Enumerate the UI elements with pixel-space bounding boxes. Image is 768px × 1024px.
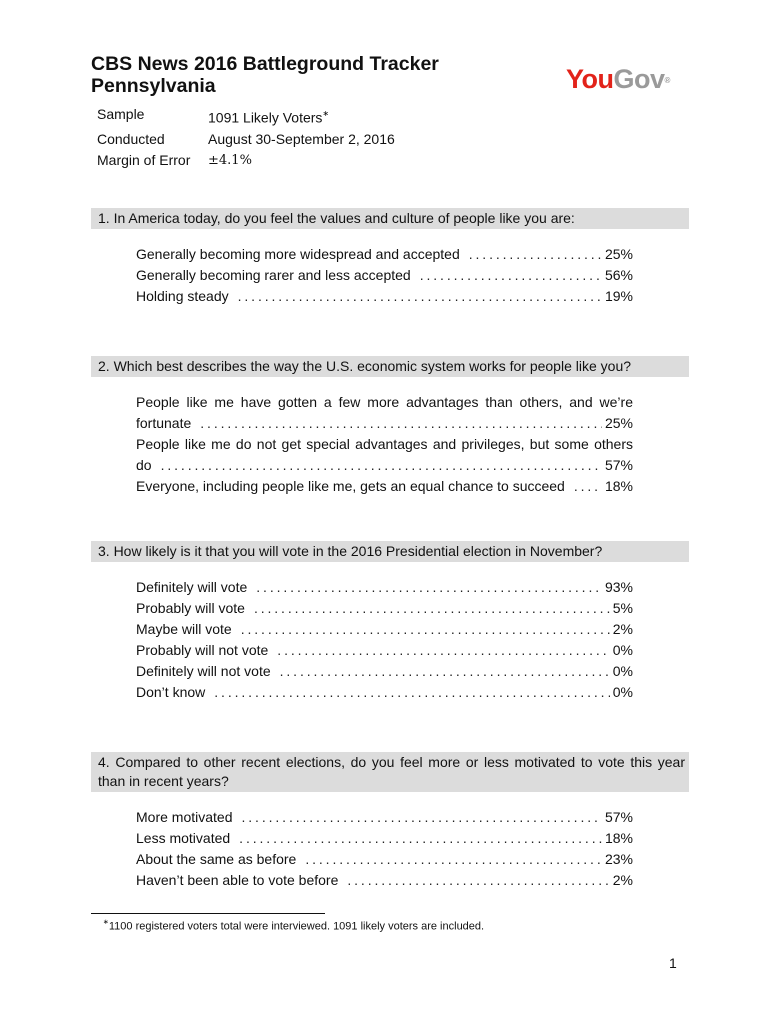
question-3-header: 3. How likely is it that you will vote in the 2016 Presidential election in November? — [91, 541, 689, 562]
question-4-answers — [136, 807, 633, 891]
question-2-header: 2. Which best describes the way the U.S. economic system works for people like you? — [91, 356, 689, 377]
question-1-header: 1. In America today, do you feel the values and culture of people like you are: — [91, 208, 689, 229]
answer-label: Haven’t been able to vote before — [136, 872, 339, 888]
dot-leader — [305, 849, 602, 870]
answer-label: Holding steady — [136, 288, 229, 304]
dot-leader — [256, 577, 602, 598]
dot-leader — [200, 413, 602, 434]
answer-label: About the same as before — [136, 851, 297, 867]
answer-value: 18% — [604, 830, 633, 846]
answer-value: 25% — [604, 246, 633, 262]
answer-label: Everyone, including people like me, gets an equal chance to succeed — [136, 478, 565, 494]
answer-label: Maybe will vote — [136, 621, 232, 637]
answer-row — [136, 598, 633, 619]
footnote — [103, 917, 484, 934]
dot-leader — [574, 476, 602, 497]
answer-label-line: People like me do not get special advantages and privileges, but some others — [136, 436, 633, 452]
answer-value: 25% — [604, 415, 633, 431]
meta-value: ±4.1% — [208, 152, 252, 168]
answer-label: Less motivated — [136, 830, 231, 846]
answer-row — [136, 265, 633, 286]
footnote-marker: ∗ — [103, 919, 109, 926]
footnote-divider — [91, 913, 325, 914]
dot-leader — [347, 870, 609, 891]
answer-row — [136, 619, 633, 640]
meta-row-sample — [97, 104, 395, 129]
answer-row — [136, 828, 633, 849]
answer-value: 19% — [604, 288, 633, 304]
dot-leader — [254, 598, 610, 619]
meta-value: August 30-September 2, 2016 — [208, 130, 395, 147]
answer-row — [136, 455, 633, 476]
dot-leader — [280, 661, 610, 682]
answer-row — [136, 286, 633, 307]
answer-value: 56% — [604, 267, 633, 283]
dot-leader — [277, 640, 609, 661]
answer-value: 57% — [604, 809, 633, 825]
dot-leader — [420, 265, 602, 286]
dot-leader — [161, 455, 602, 476]
dot-leader — [239, 828, 602, 849]
answer-value: 0% — [612, 684, 633, 700]
title-line-1: CBS News 2016 Battleground Tracker — [91, 53, 439, 75]
answer-label: Definitely will vote — [136, 579, 248, 595]
dot-leader — [241, 807, 601, 828]
dot-leader — [469, 244, 602, 265]
answer-label: Don’t know — [136, 684, 206, 700]
meta-label: Conducted — [97, 130, 165, 147]
page-title — [91, 53, 439, 97]
answer-value: 18% — [604, 478, 633, 494]
answer-value: 0% — [612, 663, 633, 679]
dot-leader — [238, 286, 602, 307]
logo-registered-mark: ® — [664, 76, 670, 85]
answer-value: 0% — [612, 642, 633, 658]
logo-gov: Gov — [613, 64, 665, 94]
answer-row — [136, 640, 633, 661]
sample-size: 1091 Likely Voters — [208, 109, 323, 126]
answer-label: do — [136, 457, 152, 473]
page-number: 1 — [669, 955, 677, 971]
dot-leader — [214, 682, 610, 703]
answer-value: 93% — [604, 579, 633, 595]
meta-label: Sample — [97, 106, 145, 122]
meta-row-margin-of-error — [97, 150, 395, 171]
footnote-text: 1100 registered voters total were interviewed. 1091 likely voters are included. — [108, 920, 485, 933]
answer-row — [136, 244, 633, 265]
meta-row-conducted — [97, 129, 395, 150]
answer-row — [136, 870, 633, 891]
answer-value: 2% — [612, 872, 633, 888]
question-4-header: 4. Compared to other recent elections, do you feel more or less motivated to vote this year than in recent years? — [91, 752, 689, 792]
answer-label: More motivated — [136, 809, 233, 825]
answer-value: 57% — [604, 457, 633, 473]
logo-you: You — [566, 64, 614, 94]
answer-row — [136, 476, 633, 497]
question-3-answers — [136, 577, 633, 703]
answer-label: fortunate — [136, 415, 192, 431]
answer-label: Generally becoming more widespread and accepted — [136, 246, 460, 262]
answer-label: Generally becoming rarer and less accepted — [136, 267, 411, 283]
meta-label: Margin of Error — [97, 151, 191, 168]
meta-value — [208, 104, 329, 129]
answer-label: Probably will vote — [136, 600, 245, 616]
dot-leader — [241, 619, 610, 640]
answer-row — [136, 413, 633, 434]
answer-row — [136, 807, 633, 828]
footnote-marker: ∗ — [322, 109, 330, 118]
answer-value: 2% — [612, 621, 633, 637]
answer-label: Definitely will not vote — [136, 663, 271, 679]
answer-label-line: People like me have gotten a few more advantages than others, and we’re — [136, 394, 633, 410]
answer-row — [136, 849, 633, 870]
yougov-logo — [566, 64, 670, 94]
question-1-answers — [136, 244, 633, 307]
title-line-2: Pennsylvania — [91, 75, 216, 97]
answer-label: Probably will not vote — [136, 642, 269, 658]
survey-meta — [97, 104, 395, 171]
answer-row — [136, 661, 633, 682]
answer-value: 23% — [604, 851, 633, 867]
answer-value: 5% — [612, 600, 633, 616]
answer-row — [136, 682, 633, 703]
answer-row — [136, 577, 633, 598]
question-2-answers — [136, 392, 633, 497]
